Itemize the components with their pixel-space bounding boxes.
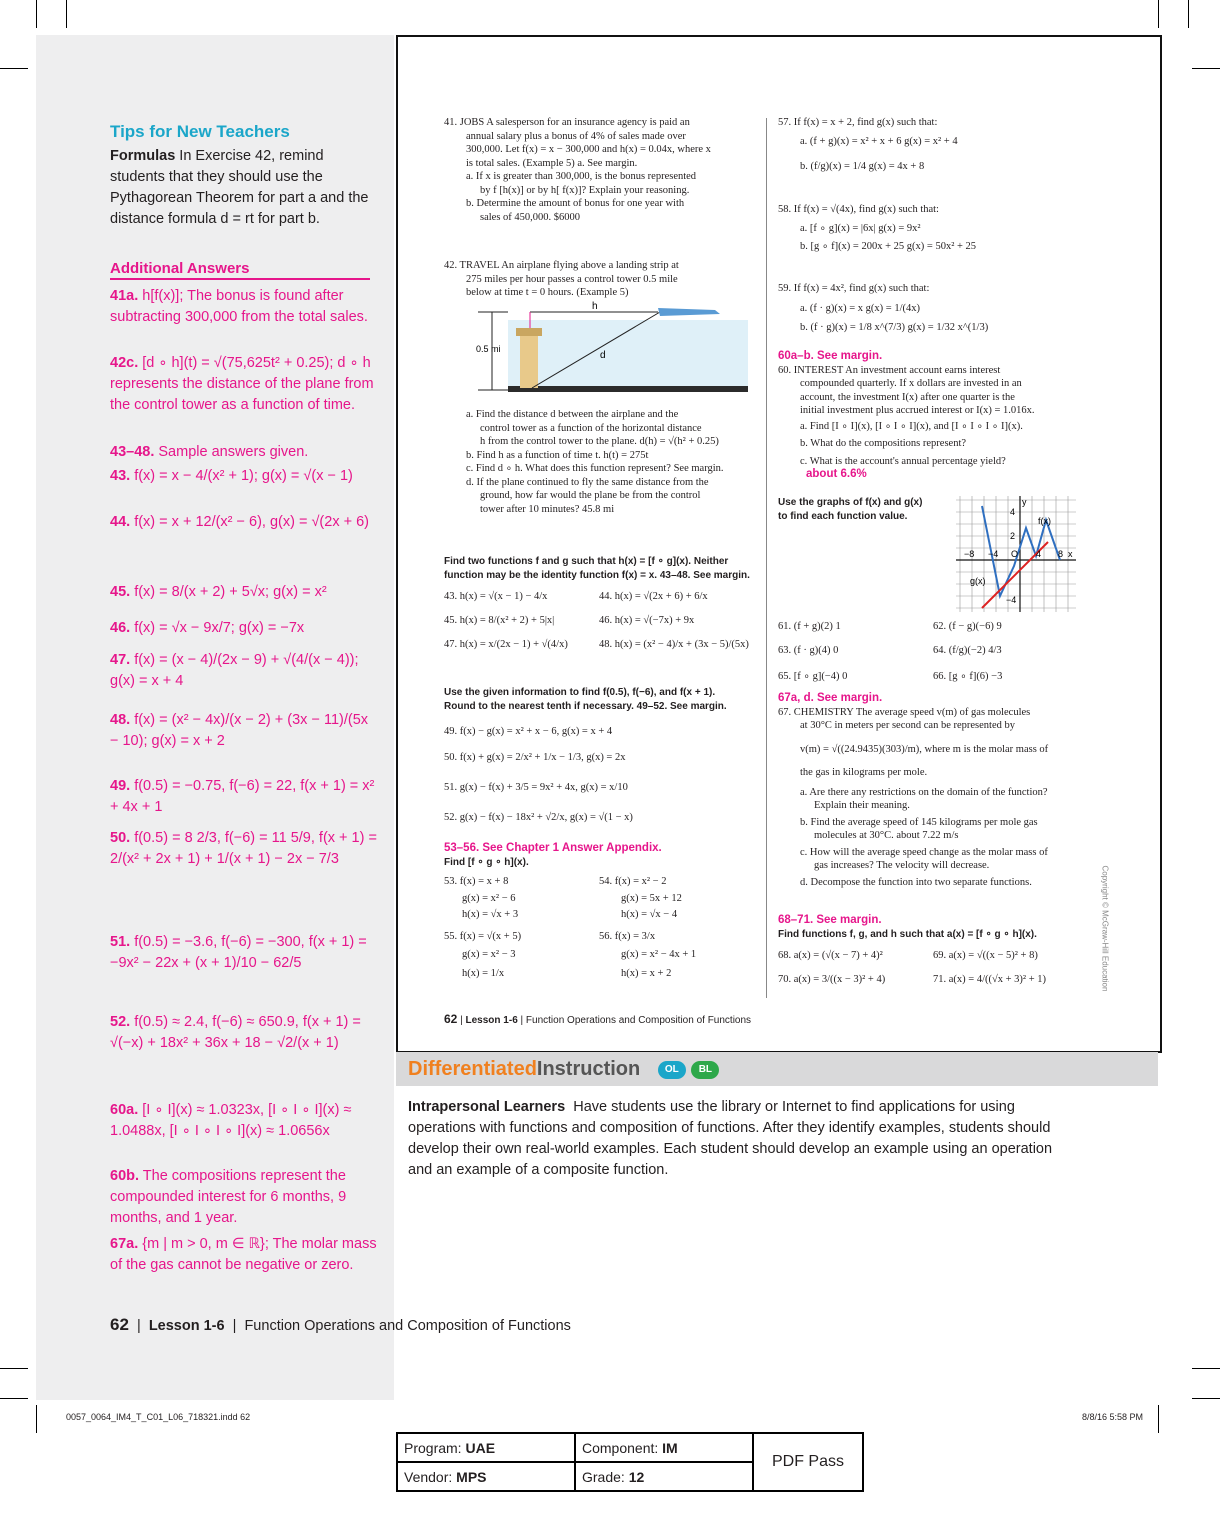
- answer-41a: 41a. h[f(x)]; The bonus is found after subtracting 300,000 from the total sales.: [110, 288, 368, 325]
- x-axis-label: x: [1068, 549, 1073, 559]
- column-divider: [766, 118, 767, 998]
- exercises-68-71: 68–71. See margin. Find functions f, g, and h such that a(x) = [f ∘ g ∘ h](x). 68. a(x) = (√(x − 7) + 4)² 69. a(x) = √((x − 5)² + 8) 70. a(x) = 3/((x − 3)² + 4) 71. a(x) = 4/((√x + 3)² + 1): [778, 914, 1046, 985]
- answer-47: 47. f(x) = (x − 4)/(2x − 9) + √(4/(x − 4)); g(x) = x + 4: [110, 652, 359, 689]
- tick-8: 8: [1058, 549, 1064, 559]
- answer-52: 52. f(0.5) ≈ 2.4, f(−6) ≈ 650.9, f(x + 1) = √(−x) + 18x² + 36x + 18 − √2/(x + 1): [110, 1014, 361, 1051]
- answer-46: 46. f(x) = √x − 9x/7; g(x) = −7x: [110, 620, 305, 636]
- student-page-footer: 62 | Lesson 1-6 | Function Operations and Composition of Functions: [444, 1012, 752, 1026]
- intrapersonal-label: Intrapersonal Learners: [408, 1099, 566, 1115]
- answer-48: 48. f(x) = (x² − 4x)/(x − 2) + (3x − 11)/(5x − 10); g(x) = x + 2: [110, 712, 369, 749]
- exercises-43-48: Find two functions f and g such that h(x) = [f ∘ g](x). Neither function may be the identity function f(x) = x. 43–48. See margin. 43. h(x) = √(x − 1) − 4/x 44. h(x) = √(2x + 6) + 6/x 45. h(x) = 8/(x² + 2) + 5|x| 46. h(x) = √(−7x) + 9x 47. h(x) = x/(2x − 1) + √(4/x) 48. h(x) = (x² − 4)/x + (3x − 5)/(5x): [444, 556, 750, 650]
- f-label: f(x): [1038, 516, 1051, 526]
- control-tower: [520, 332, 538, 388]
- answer-44: 44. f(x) = x + 12/(x² − 6), g(x) = √(2x + 6): [110, 514, 369, 530]
- d-label: d: [600, 350, 606, 361]
- height-label: 0.5 mi: [476, 344, 501, 354]
- answer-45: 45. f(x) = 8/(x + 2) + 5√x; g(x) = x²: [110, 584, 327, 600]
- answer-50: 50. f(0.5) = 8 2/3, f(−6) = 11 5/9, f(x + 1) = 2/(x² + 2x + 1) + 1/(x + 1) − 2x − 7/3: [110, 830, 377, 867]
- tips-text: In Exercise 42, remind students that they should use the Pythagorean Theorem for part a and the distance formula d = rt for part b.: [110, 148, 369, 227]
- tick-origin: O: [1011, 549, 1019, 559]
- differentiated-title: DifferentiatedInstruction OL BL: [408, 1058, 719, 1081]
- airplane-icon: [658, 308, 720, 316]
- exercise-41: 41. JOBS A salesperson for an insurance agency is paid an annual salary plus a bonus of 4% of sales made over 300,000. Let f(x) = x − 300,000 and h(x) = 0.04x, where x is total sales. (Example 5) a. See margin. a. If x is greater than 300,000, is the bonus represented by f [h(x)] or by h[ f(x)]? Explain your reasoning. b. Determine the amount of bonus for one year with sales of 450,000. $6000: [444, 117, 711, 223]
- exercises-61-66: 61. (f + g)(2) 1 62. (f − g)(−6) 9 63. (f · g)(4) 0 64. (f/g)(−2) 4/3 65. [f ∘ g](−4) 0 66. [g ∘ f](6) −3: [778, 621, 1003, 682]
- tick-y2: 2: [1010, 531, 1016, 541]
- intrapersonal-text: Have students use the library or Internet to find applications for using operations with functions and composition of functions. After they identify examples, students should develop their own real-world examples. Each student should develop an example using an operation and an example of a composite function.: [408, 1099, 1053, 1178]
- answer-60b: 60b. The compositions represent the compounded interest for 6 months, 9 months, and 1 year.: [110, 1168, 347, 1226]
- exercise-57: 57. If f(x) = x + 2, find g(x) such that: a. (f + g)(x) = x² + x + 6 g(x) = x² + 4 b. (f/g)(x) = 1/4 g(x) = 4x + 8: [778, 117, 958, 172]
- proof-table: [396, 1432, 864, 1492]
- exercise-60: 60a–b. See margin. 60. INTEREST An investment account earns interest compounded quarterly. If x dollars are invested in an account, the investment I(x) after one quarter is the initial investment plus accrued interest or I(x) = 1.016x. a. Find [I ∘ I](x), [I ∘ I ∘ I](x), and [I ∘ I ∘ I ∘ I](x). b. What do the compositions represent? c. What is the account's annual percentage yield? about 6.6%: [778, 350, 1035, 480]
- answer-67a: 67a. {m | m > 0, m ∈ ℝ}; The molar mass of the gas cannot be negative or zero.: [110, 1236, 377, 1273]
- program-cell: Program: UAE: [397, 1433, 575, 1462]
- answer-43: 43. f(x) = x − 4/(x² + 1); g(x) = √(x − 1): [110, 468, 353, 484]
- exercises-53-56: 53–56. See Chapter 1 Answer Appendix. Find [f ∘ g ∘ h](x). 53. f(x) = x + 8 g(x) = x² − 6 h(x) = √x + 3 54. f(x) = x² − 2 g(x) = 5x + 12 h(x) = √x − 4 55. f(x) = √(x + 5) g(x) = x² − 3 h(x) = 1/x 56. f(x) = 3/x g(x) = x² − 4x + 1 h(x) = x + 2: [444, 842, 697, 979]
- airplane-diagram: [470, 298, 750, 400]
- function-graph: [956, 496, 1076, 612]
- tick-yneg4: −4: [1006, 595, 1017, 605]
- answer-60a: 60a. [I ∘ I](x) ≈ 1.0323x, [I ∘ I ∘ I](x) ≈ 1.0488x, [I ∘ I ∘ I ∘ I](x) ≈ 1.0656x: [110, 1102, 352, 1139]
- teacher-page-footer: 62 | Lesson 1-6 | Function Operations and Composition of Functions: [110, 1315, 571, 1334]
- g-label: g(x): [970, 576, 986, 586]
- answer-51: 51. f(0.5) = −3.6, f(−6) = −300, f(x + 1) = −9x² − 22x + (x + 1)/10 − 62/5: [110, 934, 367, 971]
- file-slug: 0057_0064_IM4_T_C01_L06_718321.indd 62: [66, 1412, 251, 1422]
- badge-ol: OL: [658, 1061, 686, 1079]
- exercise-42-parts: a. Find the distance d between the airplane and the control tower as a function of the horizontal distance h from the control tower to the plane. d(h) = √(h² + 0.25) b. Find h as a function of time t. h(t) = 275t c. Find d ∘ h. What does this function represent? See margin. d. If the plane continued to fly the same distance from the ground, how far would the plane be from the control tower after 10 minutes? 45.8 mi: [466, 409, 724, 515]
- vendor-cell: Vendor: MPS: [397, 1462, 575, 1491]
- tips-title: Tips for New Teachers: [110, 122, 290, 141]
- component-cell: Component: IM: [575, 1433, 753, 1462]
- exercise-67: 67a, d. See margin. 67. CHEMISTRY The average speed v(m) of gas molecules at 30°C in meters per second can be represented by v(m) = √((24.9435)(303)/m), where m is the molar mass of the gas in kilograms per mole. a. Are there any restrictions on the domain of the function? Explain their meaning. b. Find the average speed of 145 kilograms per mole gas molecules at 30°C. about 7.22 m/s c. How will the average speed change as the molar mass of gas increases? The velocity will decrease. d. Decompose the function into two separate functions.: [778, 692, 1049, 888]
- tick-4: 4: [1036, 549, 1042, 559]
- answer-43-48: 43–48. Sample answers given.: [110, 444, 309, 460]
- tower-cab: [516, 328, 542, 336]
- ground: [508, 386, 748, 392]
- tick-neg8: −8: [964, 549, 975, 559]
- tick-neg4: −4: [988, 549, 999, 559]
- h-label: h: [592, 301, 598, 312]
- answer-49: 49. f(0.5) = −0.75, f(−6) = 22, f(x + 1) = x² + 4x + 1: [110, 778, 375, 815]
- graphs-instruction: Use the graphs of f(x) and g(x) to find each function value.: [778, 497, 923, 522]
- tips-label: Formulas: [110, 148, 176, 164]
- grade-cell: Grade: 12: [575, 1462, 753, 1491]
- tips-body: [110, 146, 372, 230]
- y-axis-label: y: [1022, 497, 1027, 507]
- exercise-42: 42. TRAVEL An airplane flying above a landing strip at 275 miles per hour passes a control tower 0.5 mile below at time t = 0 hours. (Example 5): [444, 260, 679, 298]
- exercise-58: 58. If f(x) = √(4x), find g(x) such that: a. [f ∘ g](x) = |6x| g(x) = 9x² b. [g ∘ f](x) = 200x + 25 g(x) = 50x² + 25: [778, 204, 977, 252]
- copyright: Copyright © McGraw-Hill Education: [1100, 865, 1110, 992]
- tick-y4: 4: [1010, 507, 1016, 517]
- exercise-59: 59. If f(x) = 4x², find g(x) such that: a. (f · g)(x) = x g(x) = 1/(4x) b. (f · g)(x) = 1/8 x^(7/3) g(x) = 1/32 x^(1/3): [778, 283, 989, 333]
- exercises-49-52: Use the given information to find f(0.5), f(−6), and f(x + 1). Round to the nearest tenth if necessary. 49–52. See margin. 49. f(x) − g(x) = x² + x − 6, g(x) = x + 4 50. f(x) + g(x) = 2/x² + 1/x − 1/3, g(x) = 2x 51. g(x) − f(x) + 3/5 = 9x² + 4x, g(x) = x/10 52. g(x) − f(x) − 18x² + √2/x, g(x) = √(1 − x): [444, 687, 727, 823]
- differentiated-body: [408, 1097, 1078, 1181]
- status-cell: PDF Pass: [753, 1433, 863, 1491]
- additional-answers-title: Additional Answers: [110, 260, 370, 280]
- answer-42c: 42c. [d ∘ h](t) = √(75,625t² + 0.25); d ∘ h represents the distance of the plane from the control tower as a function of time.: [110, 355, 374, 413]
- badge-bl: BL: [691, 1061, 719, 1079]
- date-slug: 8/8/16 5:58 PM: [1082, 1412, 1144, 1422]
